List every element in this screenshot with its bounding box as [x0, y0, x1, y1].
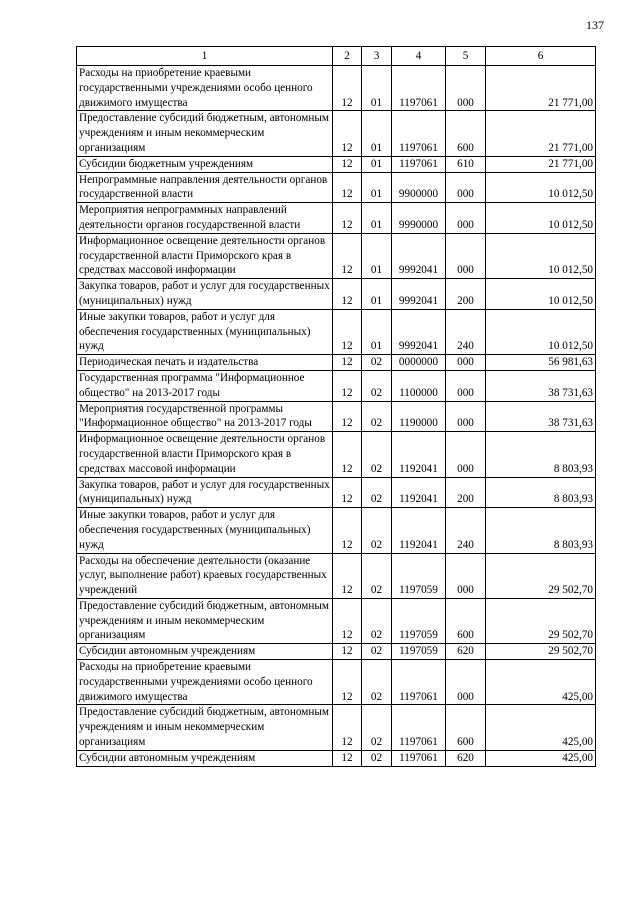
expense-type-cell: 620 — [446, 644, 486, 660]
subsection-cell: 02 — [362, 705, 392, 750]
target-article-cell: 9992041 — [392, 233, 446, 278]
amount-cell: 425,00 — [486, 750, 596, 766]
table-header-row — [77, 47, 596, 66]
amount-cell: 10 012,50 — [486, 233, 596, 278]
row-name-cell: Мероприятия государственной программы "Информационное общество" на 2013-2017 годы — [77, 401, 333, 432]
section-cell: 12 — [333, 233, 362, 278]
target-article-cell: 1192041 — [392, 508, 446, 553]
amount-cell: 21 771,00 — [486, 156, 596, 172]
target-article-cell: 1100000 — [392, 370, 446, 401]
table-row — [77, 553, 596, 598]
expense-type-cell: 620 — [446, 750, 486, 766]
subsection-cell: 01 — [362, 172, 392, 203]
target-article-cell: 1192041 — [392, 477, 446, 508]
table-row — [77, 309, 596, 354]
amount-cell: 8 803,93 — [486, 432, 596, 477]
amount-cell: 10 012,50 — [486, 172, 596, 203]
amount-cell: 29 502,70 — [486, 553, 596, 598]
row-name-cell: Периодическая печать и издательства — [77, 355, 333, 371]
table-row — [77, 750, 596, 766]
row-name-cell: Предоставление субсидий бюджетным, автономным учреждениям и иным некоммерческим организациям — [77, 598, 333, 643]
section-cell: 12 — [333, 370, 362, 401]
target-article-cell: 1197061 — [392, 111, 446, 156]
table-row — [77, 111, 596, 156]
table-row — [77, 66, 596, 111]
target-article-cell: 1197059 — [392, 598, 446, 643]
row-name-cell: Расходы на приобретение краевыми государственными учреждениями особо ценного движимого имущества — [77, 66, 333, 111]
expense-type-cell: 000 — [446, 203, 486, 234]
section-cell: 12 — [333, 279, 362, 310]
expense-type-cell: 000 — [446, 66, 486, 111]
subsection-cell: 02 — [362, 750, 392, 766]
table-row — [77, 203, 596, 234]
subsection-cell: 02 — [362, 660, 392, 705]
column-header: 4 — [392, 47, 446, 66]
amount-cell: 8 803,93 — [486, 508, 596, 553]
subsection-cell: 02 — [362, 401, 392, 432]
column-header: 3 — [362, 47, 392, 66]
table-row — [77, 401, 596, 432]
section-cell: 12 — [333, 644, 362, 660]
row-name-cell: Субсидии автономным учреждениям — [77, 750, 333, 766]
section-cell: 12 — [333, 66, 362, 111]
table-row — [77, 598, 596, 643]
subsection-cell: 02 — [362, 355, 392, 371]
section-cell: 12 — [333, 598, 362, 643]
expense-type-cell: 000 — [446, 432, 486, 477]
expense-type-cell: 000 — [446, 233, 486, 278]
subsection-cell: 01 — [362, 66, 392, 111]
expense-type-cell: 000 — [446, 172, 486, 203]
subsection-cell: 01 — [362, 203, 392, 234]
subsection-cell: 02 — [362, 598, 392, 643]
column-header: 1 — [77, 47, 333, 66]
expense-type-cell: 600 — [446, 705, 486, 750]
row-name-cell: Предоставление субсидий бюджетным, автономным учреждениям и иным некоммерческим организациям — [77, 705, 333, 750]
budget-table — [76, 46, 596, 767]
target-article-cell: 9900000 — [392, 172, 446, 203]
expense-type-cell: 240 — [446, 508, 486, 553]
target-article-cell: 9990000 — [392, 203, 446, 234]
section-cell: 12 — [333, 111, 362, 156]
row-name-cell: Информационное освещение деятельности органов государственной власти Приморского края в средствах массовой информации — [77, 233, 333, 278]
row-name-cell: Непрограммные направления деятельности органов государственной власти — [77, 172, 333, 203]
amount-cell: 21 771,00 — [486, 111, 596, 156]
amount-cell: 10 012,50 — [486, 203, 596, 234]
target-article-cell: 1197061 — [392, 660, 446, 705]
table-row — [77, 432, 596, 477]
section-cell: 12 — [333, 432, 362, 477]
section-cell: 12 — [333, 705, 362, 750]
row-name-cell: Расходы на приобретение краевыми государственными учреждениями особо ценного движимого имущества — [77, 660, 333, 705]
section-cell: 12 — [333, 508, 362, 553]
subsection-cell: 02 — [362, 477, 392, 508]
amount-cell: 8 803,93 — [486, 477, 596, 508]
column-header: 6 — [486, 47, 596, 66]
expense-type-cell: 000 — [446, 370, 486, 401]
expense-type-cell: 610 — [446, 156, 486, 172]
row-name-cell: Субсидии бюджетным учреждениям — [77, 156, 333, 172]
expense-type-cell: 000 — [446, 660, 486, 705]
expense-type-cell: 600 — [446, 111, 486, 156]
target-article-cell: 1192041 — [392, 432, 446, 477]
target-article-cell: 1197061 — [392, 156, 446, 172]
section-cell: 12 — [333, 750, 362, 766]
row-name-cell: Государственная программа "Информационное общество" на 2013-2017 годы — [77, 370, 333, 401]
subsection-cell: 02 — [362, 370, 392, 401]
page-number: 137 — [586, 18, 604, 32]
table-row — [77, 705, 596, 750]
row-name-cell: Закупка товаров, работ и услуг для государственных (муниципальных) нужд — [77, 279, 333, 310]
amount-cell: 38 731,63 — [486, 370, 596, 401]
row-name-cell: Расходы на обеспечение деятельности (оказание услуг, выполнение работ) краевых государственных учреждений — [77, 553, 333, 598]
target-article-cell: 1197061 — [392, 705, 446, 750]
expense-type-cell: 600 — [446, 598, 486, 643]
table-row — [77, 279, 596, 310]
subsection-cell: 01 — [362, 233, 392, 278]
amount-cell: 10 012,50 — [486, 279, 596, 310]
amount-cell: 29 502,70 — [486, 644, 596, 660]
row-name-cell: Субсидии автономным учреждениям — [77, 644, 333, 660]
row-name-cell: Иные закупки товаров, работ и услуг для обеспечения государственных (муниципальных) нужд — [77, 309, 333, 354]
table-row — [77, 660, 596, 705]
table-row — [77, 644, 596, 660]
row-name-cell: Закупка товаров, работ и услуг для государственных (муниципальных) нужд — [77, 477, 333, 508]
section-cell: 12 — [333, 477, 362, 508]
subsection-cell: 01 — [362, 111, 392, 156]
amount-cell: 21 771,00 — [486, 66, 596, 111]
target-article-cell: 9992041 — [392, 279, 446, 310]
amount-cell: 425,00 — [486, 660, 596, 705]
table-row — [77, 508, 596, 553]
row-name-cell: Мероприятия непрограммных направлений деятельности органов государственной власти — [77, 203, 333, 234]
section-cell: 12 — [333, 355, 362, 371]
amount-cell: 38 731,63 — [486, 401, 596, 432]
target-article-cell: 1197061 — [392, 66, 446, 111]
subsection-cell: 01 — [362, 279, 392, 310]
table-row — [77, 370, 596, 401]
row-name-cell: Иные закупки товаров, работ и услуг для обеспечения государственных (муниципальных) нужд — [77, 508, 333, 553]
table-row — [77, 233, 596, 278]
expense-type-cell: 200 — [446, 279, 486, 310]
subsection-cell: 02 — [362, 553, 392, 598]
section-cell: 12 — [333, 172, 362, 203]
target-article-cell: 9992041 — [392, 309, 446, 354]
target-article-cell: 1190000 — [392, 401, 446, 432]
table-body — [77, 66, 596, 767]
target-article-cell: 1197059 — [392, 553, 446, 598]
row-name-cell: Информационное освещение деятельности органов государственной власти Приморского края в средствах массовой информации — [77, 432, 333, 477]
expense-type-cell: 240 — [446, 309, 486, 354]
amount-cell: 10 012,50 — [486, 309, 596, 354]
section-cell: 12 — [333, 309, 362, 354]
section-cell: 12 — [333, 203, 362, 234]
section-cell: 12 — [333, 156, 362, 172]
table-row — [77, 172, 596, 203]
subsection-cell: 01 — [362, 156, 392, 172]
subsection-cell: 02 — [362, 644, 392, 660]
subsection-cell: 02 — [362, 508, 392, 553]
subsection-cell: 01 — [362, 309, 392, 354]
target-article-cell: 1197059 — [392, 644, 446, 660]
section-cell: 12 — [333, 401, 362, 432]
row-name-cell: Предоставление субсидий бюджетным, автономным учреждениям и иным некоммерческим организациям — [77, 111, 333, 156]
table-row — [77, 477, 596, 508]
table-row — [77, 355, 596, 371]
target-article-cell: 1197061 — [392, 750, 446, 766]
subsection-cell: 02 — [362, 432, 392, 477]
column-header: 2 — [333, 47, 362, 66]
section-cell: 12 — [333, 553, 362, 598]
table-row — [77, 156, 596, 172]
target-article-cell: 0000000 — [392, 355, 446, 371]
expense-type-cell: 000 — [446, 553, 486, 598]
expense-type-cell: 000 — [446, 401, 486, 432]
amount-cell: 56 981,63 — [486, 355, 596, 371]
expense-type-cell: 200 — [446, 477, 486, 508]
expense-type-cell: 000 — [446, 355, 486, 371]
amount-cell: 425,00 — [486, 705, 596, 750]
column-header: 5 — [446, 47, 486, 66]
section-cell: 12 — [333, 660, 362, 705]
amount-cell: 29 502,70 — [486, 598, 596, 643]
